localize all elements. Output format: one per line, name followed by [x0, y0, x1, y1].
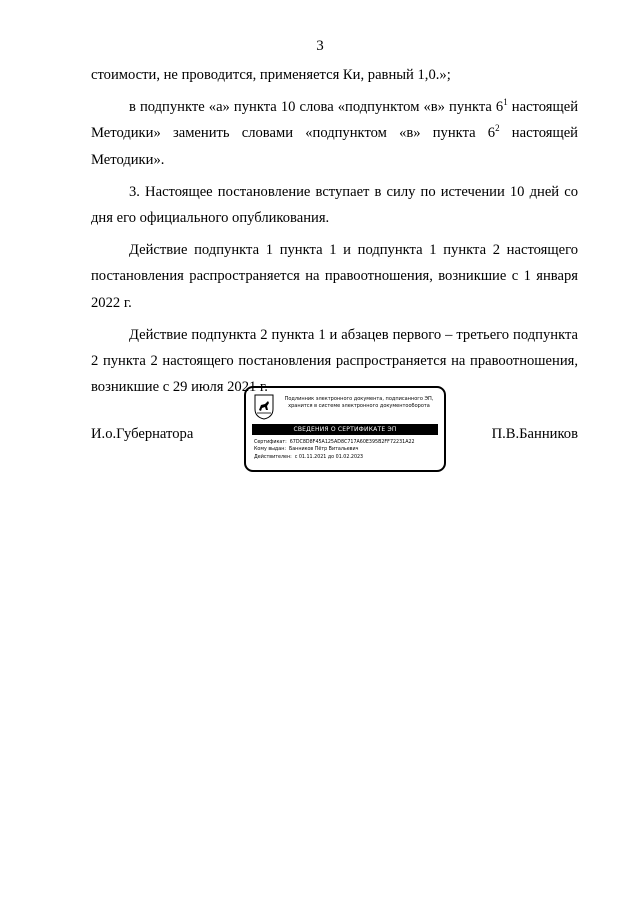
- superscript-1: 1: [503, 97, 508, 108]
- paragraph-5: Действие подпункта 2 пункта 1 и абзацев первого – третьего подпункта 2 пункта 2 настоящего постановления распространяется на правоотношения, возникшие с 29 июля 2021 г.: [91, 326, 578, 396]
- coat-of-arms-icon: [254, 394, 274, 420]
- stamp-header: Подлинник электронного документа, подписанного ЭП, хранится в системе электронного документооборота: [284, 396, 434, 409]
- stamp-banner: СВЕДЕНИЯ О СЕРТИФИКАТЕ ЭП: [252, 424, 438, 435]
- document-body: [91, 62, 578, 406]
- paragraph-2: в подпункте «а» пункта 10 слова «подпунктом «в» пункта $6^1$ настоящей Методики» заменить словами «подпунктом «в» пункта $6^2$ настоящей Методики».: [91, 97, 578, 168]
- signatory-title: И.о.Губернатора: [91, 426, 194, 442]
- paragraph-3: 3. Настоящее постановление вступает в силу по истечении 10 дней со дня его официального опубликования.: [91, 183, 578, 227]
- owner-row: Кому выдан: Банников Пётр Витальевич: [254, 447, 359, 453]
- electronic-signature-stamp: [244, 386, 446, 472]
- page-number: 3: [316, 38, 324, 54]
- paragraph-1: стоимости, не проводится, применяется Ки, равный 1,0.»;: [91, 67, 451, 83]
- signatory-name: П.В.Банников: [491, 426, 578, 442]
- certificate-row: Сертификат: 67DC8D8F45A125AD8C717A60E395B2FF72231A22: [254, 440, 415, 445]
- superscript-2: 2: [495, 123, 500, 134]
- certificate-details: [254, 439, 440, 461]
- paragraph-4: Действие подпункта 1 пункта 1 и подпункта 1 пункта 2 настоящего постановления распространяется на правоотношения, возникшие с 1 января 2022 г.: [91, 242, 578, 311]
- validity-row: Действителен: с 01.11.2021 до 01.02.2023: [254, 454, 364, 460]
